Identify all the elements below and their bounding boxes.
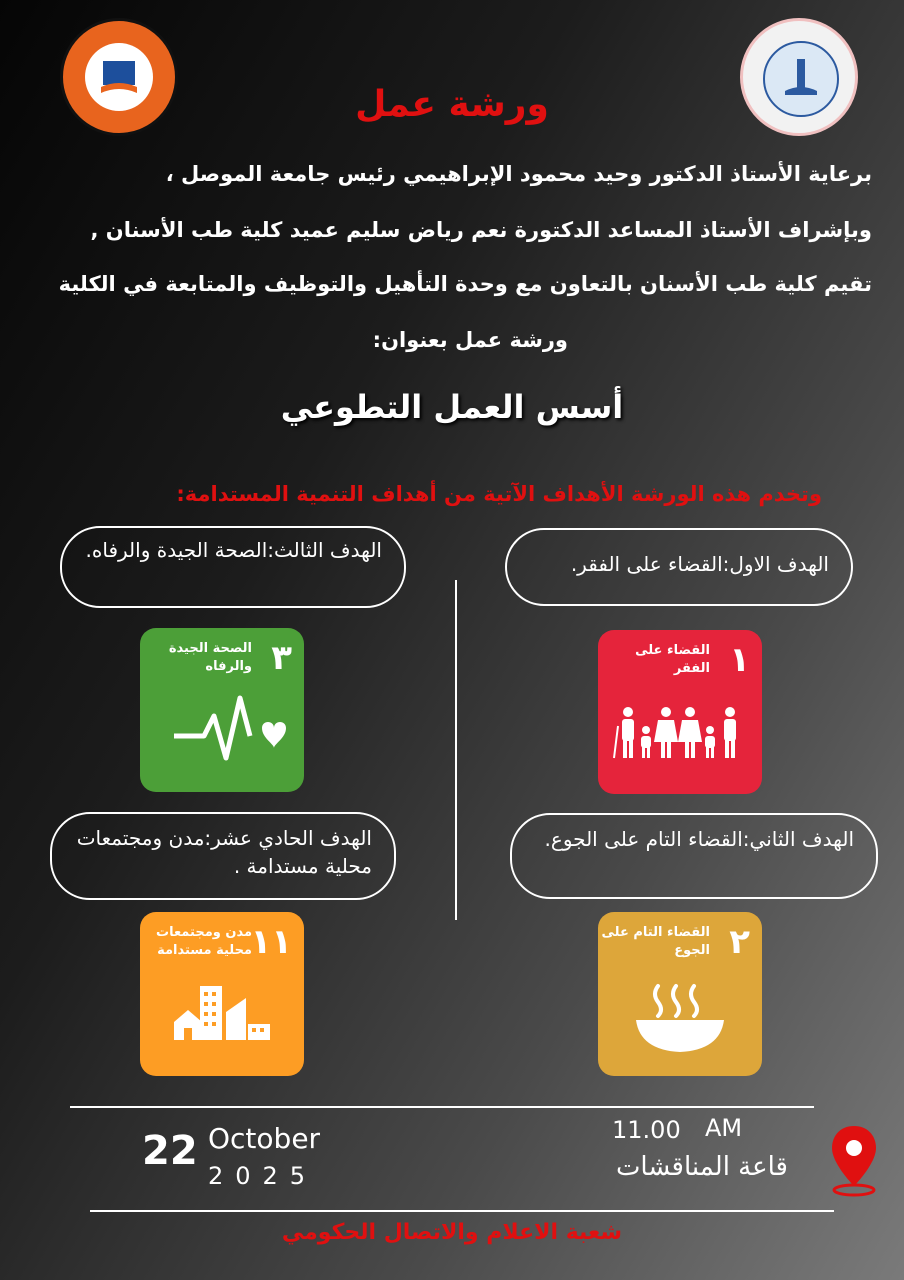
location-pin-icon [826, 1122, 882, 1198]
event-day: 22 [142, 1128, 198, 1174]
event-venue: قاعة المناقشات [615, 1152, 788, 1182]
soup-bowl-icon [598, 912, 762, 1076]
tile-number: ١١ [250, 922, 292, 962]
event-ampm: AM [705, 1114, 743, 1142]
city-icon [140, 912, 304, 1076]
event-month: October [208, 1122, 321, 1155]
intro-line-1: برعاية الأستاذ الدكتور وحيد محمود الإبراهيمي رئيس جامعة الموصل ، [165, 162, 872, 186]
goal-11-pill: الهدف الحادي عشر:مدن ومجتمعات محلية مستدامة . [50, 812, 396, 900]
divider-top [70, 1106, 814, 1108]
tile-label: الصحة الجيدة والرفاه [168, 641, 252, 675]
divider-bottom [90, 1210, 834, 1212]
tile-number: ١ [729, 640, 750, 680]
tile-label: القضاء التام على الجوع [601, 925, 710, 959]
event-year: 2025 [208, 1162, 318, 1190]
tile-label: القضاء على الفقر [635, 643, 710, 677]
divider-vertical [455, 580, 457, 920]
tile-number: ٢ [729, 922, 750, 962]
event-time: 11.00 [612, 1116, 681, 1144]
sdg-tile-2 [598, 912, 762, 1076]
goal-3-pill: الهدف الثالث:الصحة الجيدة والرفاه. [60, 526, 406, 608]
workshop-title: أسس العمل التطوعي [280, 388, 624, 426]
page-title: ورشة عمل [355, 84, 549, 125]
footer-text: شعبة الاعلام والاتصال الحكومي [281, 1220, 623, 1245]
sdg-tile-3 [140, 628, 304, 792]
family-icon [598, 630, 762, 794]
sdg-intro: وتخدم هذه الورشة الأهداف الآتية من أهداف التنمية المستدامة: [176, 482, 822, 506]
intro-line-2: وبإشراف الأستاذ المساعد الدكتورة نعم رياض سليم عميد كلية طب الأسنان , [90, 218, 872, 242]
goal-2-pill: الهدف الثاني:القضاء التام على الجوع. [510, 813, 878, 899]
intro-line-3: تقيم كلية طب الأسنان بالتعاون مع وحدة التأهيل والتوظيف والمتابعة في الكلية [58, 272, 872, 296]
sdg-tile-1 [598, 630, 762, 794]
tile-label: مدن ومجتمعات محلية مستدامة [156, 925, 252, 959]
tile-number: ٣ [271, 638, 292, 678]
intro-line-4: ورشة عمل بعنوان: [372, 328, 568, 352]
goal-1-pill: الهدف الاول:القضاء على الفقر. [505, 528, 853, 606]
heartbeat-icon [140, 628, 304, 792]
sdg-tile-11 [140, 912, 304, 1076]
